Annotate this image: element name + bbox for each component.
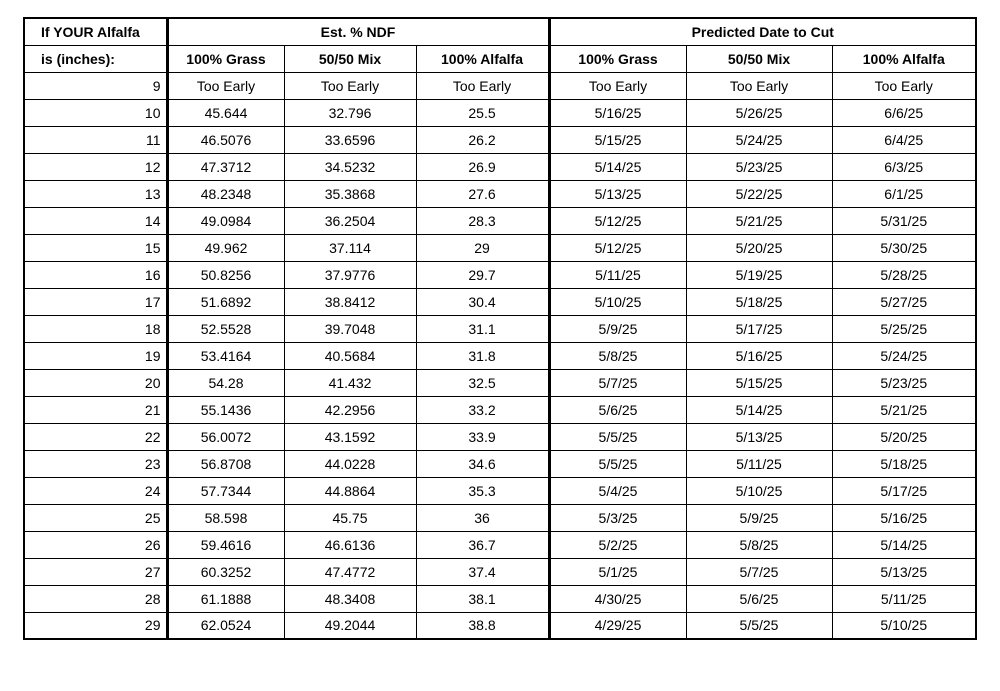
col-header-date-alfalfa: 100% Alfalfa <box>832 45 976 72</box>
height-cell: 15 <box>24 234 167 261</box>
ndf-alfalfa-cell: 29 <box>416 234 549 261</box>
ndf-alfalfa-cell: 25.5 <box>416 99 549 126</box>
date-mix-cell: 5/10/25 <box>686 477 832 504</box>
date-alfalfa-cell: 5/27/25 <box>832 288 976 315</box>
table-row <box>24 126 976 153</box>
height-cell: 21 <box>24 396 167 423</box>
table-row <box>24 423 976 450</box>
date-alfalfa-cell: 5/21/25 <box>832 396 976 423</box>
ndf-group-header: Est. % NDF <box>167 18 549 45</box>
ndf-alfalfa-cell: 32.5 <box>416 369 549 396</box>
col-header-ndf-alfalfa: 100% Alfalfa <box>416 45 549 72</box>
date-grass-cell: 5/9/25 <box>549 315 686 342</box>
ndf-mix-cell: 44.0228 <box>284 450 416 477</box>
height-cell: 11 <box>24 126 167 153</box>
table-row <box>24 180 976 207</box>
date-alfalfa-cell: 5/13/25 <box>832 558 976 585</box>
ndf-grass-cell: 53.4164 <box>167 342 284 369</box>
height-cell: 23 <box>24 450 167 477</box>
date-grass-cell: 5/5/25 <box>549 450 686 477</box>
ndf-alfalfa-cell: 28.3 <box>416 207 549 234</box>
table-row <box>24 153 976 180</box>
table-body <box>24 72 976 639</box>
ndf-grass-cell: 54.28 <box>167 369 284 396</box>
table-row <box>24 72 976 99</box>
ndf-grass-cell: 62.0524 <box>167 612 284 639</box>
date-grass-cell: 5/7/25 <box>549 369 686 396</box>
ndf-alfalfa-cell: 27.6 <box>416 180 549 207</box>
table-row <box>24 315 976 342</box>
table-row <box>24 207 976 234</box>
ndf-grass-cell: 59.4616 <box>167 531 284 558</box>
date-alfalfa-cell: 5/24/25 <box>832 342 976 369</box>
ndf-alfalfa-cell: 35.3 <box>416 477 549 504</box>
col-header-date-mix: 50/50 Mix <box>686 45 832 72</box>
date-mix-cell: 5/20/25 <box>686 234 832 261</box>
date-alfalfa-cell: 5/31/25 <box>832 207 976 234</box>
date-mix-cell: 5/11/25 <box>686 450 832 477</box>
ndf-alfalfa-cell: 33.2 <box>416 396 549 423</box>
height-cell: 16 <box>24 261 167 288</box>
table-row <box>24 288 976 315</box>
date-grass-cell: 5/13/25 <box>549 180 686 207</box>
ndf-cut-date-sheet <box>23 17 977 640</box>
ndf-mix-cell: 45.75 <box>284 504 416 531</box>
ndf-grass-cell: 49.962 <box>167 234 284 261</box>
date-mix-cell: 5/18/25 <box>686 288 832 315</box>
ndf-table <box>23 17 977 640</box>
date-alfalfa-cell: 6/4/25 <box>832 126 976 153</box>
ndf-grass-cell: 61.1888 <box>167 585 284 612</box>
height-header-line2: is (inches): <box>24 45 167 72</box>
date-mix-cell: 5/15/25 <box>686 369 832 396</box>
col-header-date-grass: 100% Grass <box>549 45 686 72</box>
ndf-grass-cell: 52.5528 <box>167 315 284 342</box>
date-grass-cell: Too Early <box>549 72 686 99</box>
date-grass-cell: 5/5/25 <box>549 423 686 450</box>
table-row <box>24 531 976 558</box>
date-grass-cell: 5/3/25 <box>549 504 686 531</box>
ndf-alfalfa-cell: 36.7 <box>416 531 549 558</box>
ndf-mix-cell: 44.8864 <box>284 477 416 504</box>
date-grass-cell: 5/15/25 <box>549 126 686 153</box>
date-mix-cell: 5/6/25 <box>686 585 832 612</box>
ndf-mix-cell: 48.3408 <box>284 585 416 612</box>
ndf-alfalfa-cell: 38.1 <box>416 585 549 612</box>
ndf-grass-cell: 49.0984 <box>167 207 284 234</box>
table-row <box>24 612 976 639</box>
height-cell: 26 <box>24 531 167 558</box>
date-grass-cell: 5/8/25 <box>549 342 686 369</box>
date-mix-cell: 5/24/25 <box>686 126 832 153</box>
ndf-alfalfa-cell: 31.8 <box>416 342 549 369</box>
ndf-grass-cell: 57.7344 <box>167 477 284 504</box>
height-cell: 19 <box>24 342 167 369</box>
ndf-mix-cell: 47.4772 <box>284 558 416 585</box>
height-cell: 24 <box>24 477 167 504</box>
date-mix-cell: 5/14/25 <box>686 396 832 423</box>
table-row <box>24 342 976 369</box>
ndf-mix-cell: 39.7048 <box>284 315 416 342</box>
height-cell: 18 <box>24 315 167 342</box>
ndf-grass-cell: 56.0072 <box>167 423 284 450</box>
date-mix-cell: 5/23/25 <box>686 153 832 180</box>
date-mix-cell: 5/13/25 <box>686 423 832 450</box>
date-alfalfa-cell: 6/1/25 <box>832 180 976 207</box>
ndf-alfalfa-cell: 31.1 <box>416 315 549 342</box>
date-alfalfa-cell: 5/18/25 <box>832 450 976 477</box>
date-alfalfa-cell: Too Early <box>832 72 976 99</box>
ndf-grass-cell: 48.2348 <box>167 180 284 207</box>
date-grass-cell: 5/11/25 <box>549 261 686 288</box>
ndf-grass-cell: 58.598 <box>167 504 284 531</box>
ndf-alfalfa-cell: 26.9 <box>416 153 549 180</box>
table-row <box>24 477 976 504</box>
date-grass-cell: 5/14/25 <box>549 153 686 180</box>
ndf-mix-cell: 33.6596 <box>284 126 416 153</box>
ndf-mix-cell: 32.796 <box>284 99 416 126</box>
ndf-mix-cell: 41.432 <box>284 369 416 396</box>
height-cell: 29 <box>24 612 167 639</box>
date-alfalfa-cell: 5/25/25 <box>832 315 976 342</box>
ndf-mix-cell: 37.9776 <box>284 261 416 288</box>
date-alfalfa-cell: 6/6/25 <box>832 99 976 126</box>
date-grass-cell: 5/12/25 <box>549 207 686 234</box>
ndf-mix-cell: 40.5684 <box>284 342 416 369</box>
height-cell: 25 <box>24 504 167 531</box>
date-grass-cell: 5/10/25 <box>549 288 686 315</box>
date-grass-cell: 4/30/25 <box>549 585 686 612</box>
height-cell: 20 <box>24 369 167 396</box>
ndf-mix-cell: 36.2504 <box>284 207 416 234</box>
table-row <box>24 99 976 126</box>
date-mix-cell: 5/8/25 <box>686 531 832 558</box>
ndf-grass-cell: 60.3252 <box>167 558 284 585</box>
ndf-mix-cell: 34.5232 <box>284 153 416 180</box>
ndf-mix-cell: 46.6136 <box>284 531 416 558</box>
ndf-grass-cell: 56.8708 <box>167 450 284 477</box>
date-grass-cell: 5/16/25 <box>549 99 686 126</box>
height-cell: 13 <box>24 180 167 207</box>
height-cell: 28 <box>24 585 167 612</box>
table-row <box>24 234 976 261</box>
date-mix-cell: 5/21/25 <box>686 207 832 234</box>
date-mix-cell: 5/22/25 <box>686 180 832 207</box>
ndf-mix-cell: 35.3868 <box>284 180 416 207</box>
date-mix-cell: 5/5/25 <box>686 612 832 639</box>
table-row <box>24 585 976 612</box>
date-grass-cell: 5/2/25 <box>549 531 686 558</box>
ndf-mix-cell: 37.114 <box>284 234 416 261</box>
ndf-alfalfa-cell: 34.6 <box>416 450 549 477</box>
height-cell: 10 <box>24 99 167 126</box>
date-alfalfa-cell: 5/28/25 <box>832 261 976 288</box>
date-alfalfa-cell: 5/16/25 <box>832 504 976 531</box>
height-cell: 27 <box>24 558 167 585</box>
date-alfalfa-cell: 6/3/25 <box>832 153 976 180</box>
table-row <box>24 558 976 585</box>
date-alfalfa-cell: 5/30/25 <box>832 234 976 261</box>
ndf-alfalfa-cell: 26.2 <box>416 126 549 153</box>
ndf-mix-cell: 49.2044 <box>284 612 416 639</box>
table-row <box>24 369 976 396</box>
ndf-alfalfa-cell: 38.8 <box>416 612 549 639</box>
date-alfalfa-cell: 5/14/25 <box>832 531 976 558</box>
date-alfalfa-cell: 5/10/25 <box>832 612 976 639</box>
ndf-alfalfa-cell: 29.7 <box>416 261 549 288</box>
ndf-mix-cell: 43.1592 <box>284 423 416 450</box>
table-row <box>24 450 976 477</box>
height-cell: 14 <box>24 207 167 234</box>
date-mix-cell: 5/9/25 <box>686 504 832 531</box>
date-alfalfa-cell: 5/11/25 <box>832 585 976 612</box>
date-grass-cell: 5/1/25 <box>549 558 686 585</box>
table-row <box>24 396 976 423</box>
height-header-line1: If YOUR Alfalfa <box>24 18 167 45</box>
date-mix-cell: Too Early <box>686 72 832 99</box>
date-grass-cell: 5/6/25 <box>549 396 686 423</box>
date-grass-cell: 4/29/25 <box>549 612 686 639</box>
header-row-columns <box>24 45 976 72</box>
date-mix-cell: 5/7/25 <box>686 558 832 585</box>
date-mix-cell: 5/16/25 <box>686 342 832 369</box>
col-header-ndf-grass: 100% Grass <box>167 45 284 72</box>
date-mix-cell: 5/26/25 <box>686 99 832 126</box>
ndf-alfalfa-cell: Too Early <box>416 72 549 99</box>
date-alfalfa-cell: 5/20/25 <box>832 423 976 450</box>
ndf-grass-cell: Too Early <box>167 72 284 99</box>
ndf-alfalfa-cell: 37.4 <box>416 558 549 585</box>
ndf-alfalfa-cell: 33.9 <box>416 423 549 450</box>
date-grass-cell: 5/12/25 <box>549 234 686 261</box>
height-cell: 22 <box>24 423 167 450</box>
date-group-header: Predicted Date to Cut <box>549 18 976 45</box>
ndf-grass-cell: 45.644 <box>167 99 284 126</box>
date-mix-cell: 5/19/25 <box>686 261 832 288</box>
ndf-grass-cell: 50.8256 <box>167 261 284 288</box>
ndf-grass-cell: 51.6892 <box>167 288 284 315</box>
ndf-alfalfa-cell: 36 <box>416 504 549 531</box>
header-row-groups <box>24 18 976 45</box>
date-alfalfa-cell: 5/17/25 <box>832 477 976 504</box>
ndf-mix-cell: 42.2956 <box>284 396 416 423</box>
ndf-grass-cell: 47.3712 <box>167 153 284 180</box>
col-header-ndf-mix: 50/50 Mix <box>284 45 416 72</box>
ndf-grass-cell: 55.1436 <box>167 396 284 423</box>
ndf-grass-cell: 46.5076 <box>167 126 284 153</box>
table-row <box>24 261 976 288</box>
date-grass-cell: 5/4/25 <box>549 477 686 504</box>
ndf-mix-cell: Too Early <box>284 72 416 99</box>
ndf-mix-cell: 38.8412 <box>284 288 416 315</box>
table-row <box>24 504 976 531</box>
date-alfalfa-cell: 5/23/25 <box>832 369 976 396</box>
height-cell: 17 <box>24 288 167 315</box>
height-cell: 9 <box>24 72 167 99</box>
date-mix-cell: 5/17/25 <box>686 315 832 342</box>
ndf-alfalfa-cell: 30.4 <box>416 288 549 315</box>
height-cell: 12 <box>24 153 167 180</box>
